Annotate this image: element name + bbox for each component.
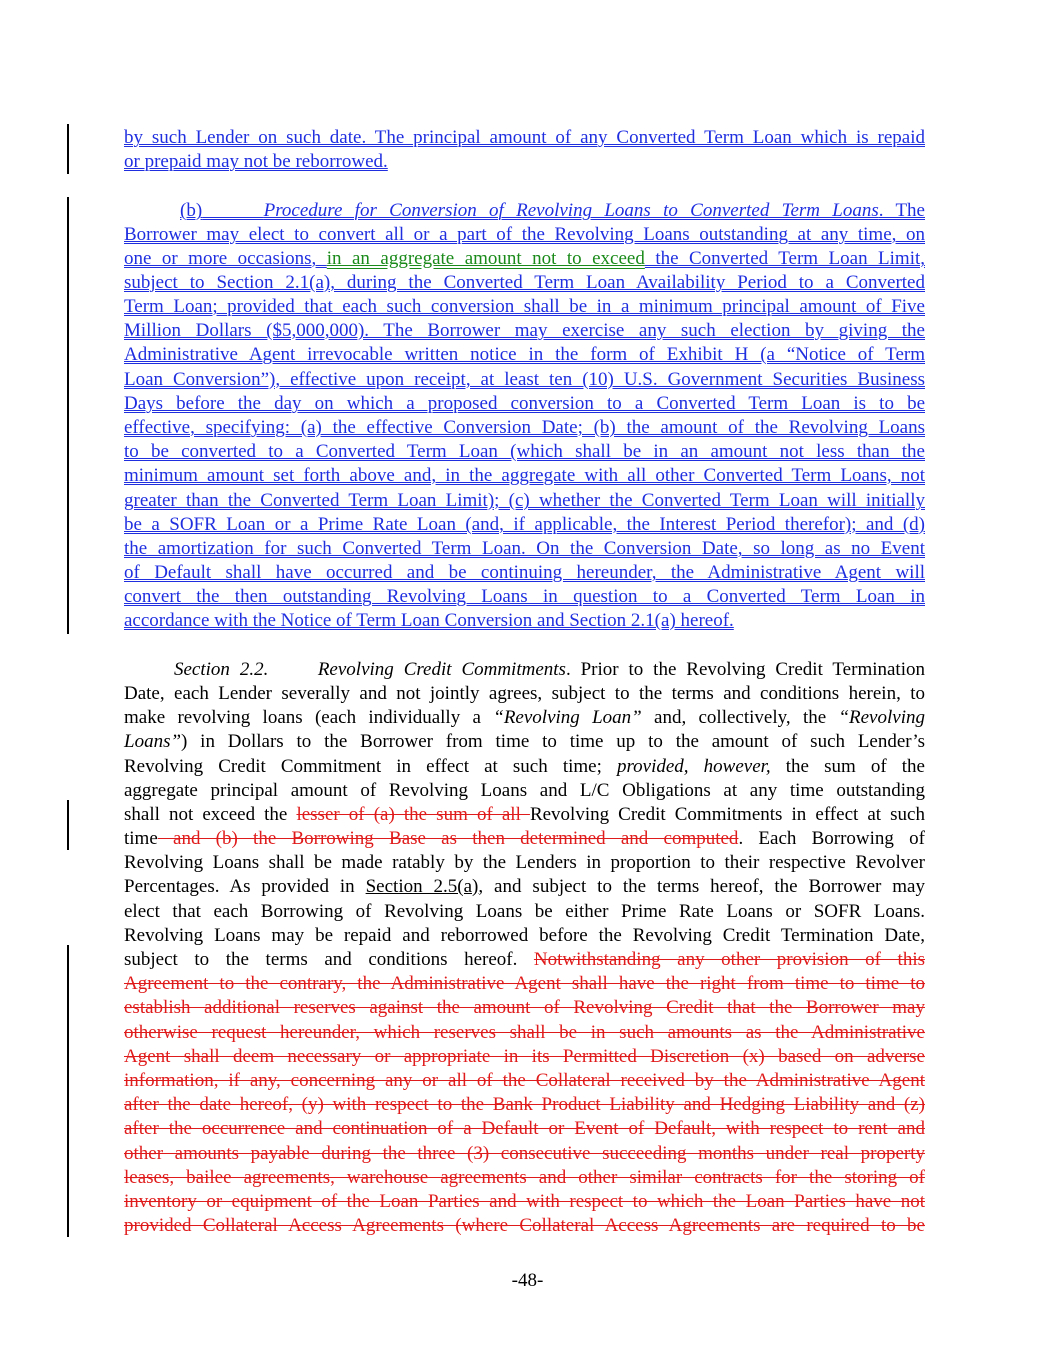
deleted-text: lesser of (a) the sum of all xyxy=(296,804,530,825)
deleted-line: inventory or equipment of the Loan Parties and with respect to which the Loan Parties have not xyxy=(124,1191,925,1212)
section-title: Revolving Credit Commitments xyxy=(317,659,566,680)
change-bar xyxy=(67,124,69,174)
text-line xyxy=(124,247,925,271)
subsection-b-heading xyxy=(124,199,925,223)
change-bar xyxy=(67,197,69,634)
subsection-heading: Procedure for Conversion of Revolving Loans to Converted Term Loans xyxy=(263,200,879,221)
deleted-line: otherwise request hereunder, which reserves shall be in such amounts as the Administrative xyxy=(124,1022,925,1043)
text-span: . Prior to the Revolving Credit Termination xyxy=(565,659,925,680)
deleted-line: Agent shall deem necessary or appropriate in its Permitted Discretion (x) based on adverse xyxy=(124,1046,925,1067)
text-line: Borrower may elect to convert all or a part of the Revolving Loans outstanding at any time, on xyxy=(124,224,925,245)
text-span: one or more occasions, xyxy=(124,248,327,269)
deleted-line: after the date hereof, (y) with respect to the Bank Product Liability and Hedging Liability and (z) xyxy=(124,1094,925,1115)
deleted-line: leases, bailee agreements, warehouse agreements and other similar contracts for the storing of xyxy=(124,1167,925,1188)
text-line: elect that each Borrowing of Revolving Loans be either Prime Rate Loans or SOFR Loans. xyxy=(124,901,925,922)
change-bar xyxy=(67,945,69,1237)
text-line: subject to the terms and conditions hereof. Notwithstanding any other provision of this xyxy=(124,949,925,970)
moved-text: in an aggregate amount not to exceed xyxy=(326,248,645,269)
deleted-line: information, if any, concerning any or all of the Collateral received by the Administrative Agent xyxy=(124,1070,925,1091)
text-line: of Default shall have occurred and be continuing hereunder, the Administrative Agent will xyxy=(124,562,925,583)
deleted-line: after the occurrence and continuation of a Default or Event of Default, with respect to rent and xyxy=(124,1118,925,1139)
text-line: Loan Conversion”), effective upon receipt, at least ten (10) U.S. Government Securities Business xyxy=(124,369,925,390)
deleted-text: and (b) the Borrowing Base as then determined and computed xyxy=(157,828,739,849)
text-line: Loans”) in Dollars to the Borrower from time to time up to the amount of such Lender’s xyxy=(124,731,925,752)
text-span: . The xyxy=(878,200,925,221)
defined-term: “Revolving xyxy=(838,707,925,728)
deleted-line: provided Collateral Access Agreements (where Collateral Access Agreements are required to be xyxy=(124,1215,925,1236)
page-number: -48- xyxy=(511,1270,544,1291)
text-line: make revolving loans (each individually a “Revolving Loan” and, collectively, the “Revolving xyxy=(124,707,925,728)
defined-term: “Revolving Loan” xyxy=(493,707,642,728)
text-line: Revolving Loans may be repaid and reborrowed before the Revolving Credit Termination Date, xyxy=(124,925,925,946)
text-line: aggregate principal amount of Revolving Loans and L/C Obligations at any time outstanding xyxy=(124,780,925,801)
deleted-text: Notwithstanding any other provision of this xyxy=(533,949,925,970)
text-line: convert the then outstanding Revolving Loans in question to a Converted Term Loan in xyxy=(124,586,925,607)
text-line: Term Loan; provided that each such conversion shall be in a minimum principal amount of Five xyxy=(124,296,925,317)
deleted-line: other amounts payable during the three (3) consecutive succeeding months under real property xyxy=(124,1143,925,1164)
text-line: accordance with the Notice of Term Loan Conversion and Section 2.1(a) hereof. xyxy=(124,610,734,631)
text-line: Days before the day on which a proposed conversion to a Converted Term Loan is to be xyxy=(124,393,925,414)
text-span: the Converted Term Loan Limit, xyxy=(644,248,925,269)
text-line: minimum amount set forth above and, in the aggregate with all other Converted Term Loans, not xyxy=(124,465,925,486)
text-line: Revolving Credit Commitment in effect at such time; provided, however, the sum of the xyxy=(124,756,925,777)
section-number: Section 2.2. xyxy=(174,659,269,680)
text-line: the amortization for such Converted Term Loan. On the Conversion Date, so long as no Event xyxy=(124,538,925,559)
text-line: Million Dollars ($5,000,000). The Borrower may exercise any such election by giving the xyxy=(124,320,925,341)
subsection-label: (b) xyxy=(180,200,203,221)
text-line: Revolving Loans shall be made ratably by the Lenders in proportion to their respective Revolver xyxy=(124,852,925,873)
text-line: effective, specifying: (a) the effective Conversion Date; (b) the amount of the Revolving Loans xyxy=(124,417,925,438)
text-line: or prepaid may not be reborrowed. xyxy=(124,151,388,172)
text-line: Administrative Agent irrevocable written notice in the form of Exhibit H (a “Notice of Term xyxy=(124,344,925,365)
deleted-line: establish additional reserves against the amount of Revolving Credit that the Borrower may xyxy=(124,997,925,1018)
text-line: time and (b) the Borrowing Base as then determined and computed. Each Borrowing of xyxy=(124,828,925,849)
text-line: shall not exceed the lesser of (a) the sum of all Revolving Credit Commitments in effect at such xyxy=(124,804,925,825)
text-line: to be converted to a Converted Term Loan (which shall be in an amount not less than the xyxy=(124,441,925,462)
text-line: Percentages. As provided in Section 2.5(a), and subject to the terms hereof, the Borrower may xyxy=(124,876,925,897)
text-line: subject to Section 2.1(a), during the Converted Term Loan Availability Period to a Converted xyxy=(124,272,925,293)
change-bar xyxy=(67,800,69,850)
section-2-2-heading xyxy=(124,658,925,682)
deleted-line: Agreement to the contrary, the Administrative Agent shall have the right from time to time to xyxy=(124,973,925,994)
defined-term: Loans” xyxy=(124,731,182,752)
section-reference: Section 2.5(a) xyxy=(365,876,479,897)
text-line: be a SOFR Loan or a Prime Rate Loan (and, if applicable, the Interest Period therefor); and (d) xyxy=(124,514,925,535)
text-line: Date, each Lender severally and not jointly agrees, subject to the terms and conditions herein, to xyxy=(124,683,925,704)
text-line: by such Lender on such date. The principal amount of any Converted Term Loan which is repaid xyxy=(124,127,925,148)
text-line: greater than the Converted Term Loan Limit); (c) whether the Converted Term Loan will initially xyxy=(124,490,925,511)
